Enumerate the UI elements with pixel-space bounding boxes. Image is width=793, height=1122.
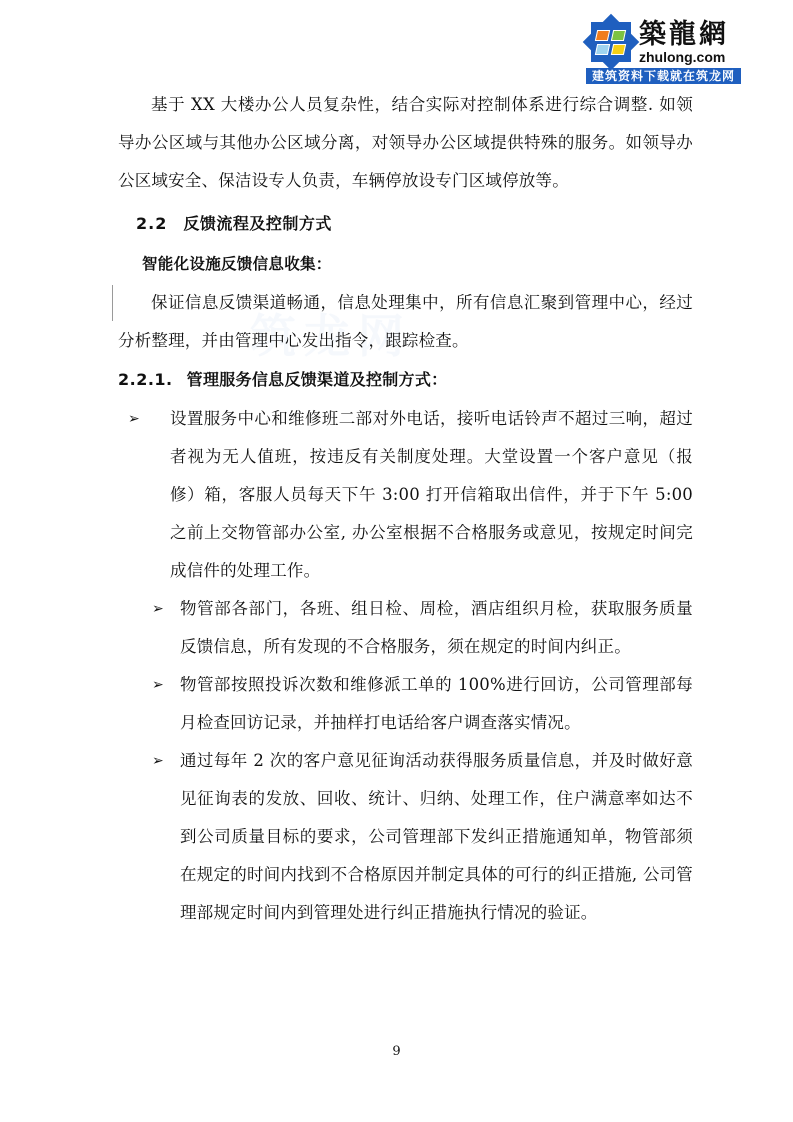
list-item-text: 通过每年 2 次的客户意见征询活动获得服务质量信息，并及时做好意见征询表的发放、回收、统计、归纳、处理工作，住户满意率如达不到公司质量目标的要求，公司管理部下发纠正措施通知单，物管部须在规定的时间内找到不合格原因并制定具体的可行的纠正措施, 公司管理部规定时间内到管理处进行纠正措施执行情况的验证。 bbox=[180, 751, 693, 922]
section-title: 反馈流程及控制方式 bbox=[183, 214, 332, 233]
subsection-title: 管理服务信息反馈渠道及控制方式： bbox=[186, 370, 448, 389]
logo-tile-lightblue bbox=[595, 44, 610, 55]
logo-brand-en: zhulong.com bbox=[639, 48, 726, 65]
section-heading bbox=[118, 204, 693, 244]
list-item bbox=[118, 742, 693, 932]
body-paragraph: 保证信息反馈渠道畅通，信息处理集中，所有信息汇聚到管理中心，经过分析整理，并由管理中心发出指令，跟踪检查。 bbox=[118, 293, 693, 350]
logo-main-row bbox=[586, 18, 746, 66]
page-number: 9 bbox=[392, 1044, 401, 1059]
logo-diamond-icon bbox=[586, 18, 636, 66]
list-item bbox=[118, 590, 693, 666]
list-item-text: 设置服务中心和维修班二部对外电话，接听电话铃声不超过三响，超过者视为无人值班，按违反有关制度处理。大堂设置一个客户意见（报修）箱，客服人员每天下午 3:00 打开信箱取出信件，并于下午 5:00 之前上交物管部办公室, 办公室根据不合格服务或意见，按规定时间完成信件的处理工作。 bbox=[170, 409, 693, 580]
margin-change-bar bbox=[112, 285, 113, 321]
subsection-number: 2.2.1. bbox=[118, 370, 173, 389]
bullet-arrow-icon: ➢ bbox=[152, 601, 164, 617]
bullet-list bbox=[118, 400, 693, 932]
document-content bbox=[118, 86, 693, 932]
logo-banner-text: 建筑资料下载就在筑龙网 bbox=[586, 68, 741, 84]
bullet-arrow-icon: ➢ bbox=[152, 753, 164, 769]
list-item-text: 物管部按照投诉次数和维修派工单的 100%进行回访，公司管理部每月检查回访记录，并抽样打电话给客户调查落实情况。 bbox=[180, 675, 693, 732]
bullet-arrow-icon: ➢ bbox=[152, 677, 164, 693]
list-item bbox=[118, 400, 693, 590]
logo-tile-orange bbox=[595, 30, 610, 41]
logo-brand-cn: 築龍網 bbox=[639, 18, 729, 50]
section-number: 2.2 bbox=[136, 214, 168, 233]
list-item-text: 物管部各部门，各班、组日检、周检，酒店组织月检，获取服务质量反馈信息，所有发现的不合格服务，须在规定的时间内纠正。 bbox=[180, 599, 693, 656]
subheading: 智能化设施反馈信息收集： bbox=[142, 255, 332, 273]
logo-tile-green bbox=[611, 30, 626, 41]
zhulong-logo bbox=[586, 18, 746, 84]
logo-tile-yellow bbox=[611, 44, 626, 55]
opening-paragraph: 基于 XX 大楼办公人员复杂性，结合实际对控制体系进行综合调整. 如领导办公区域与其他办公区域分离，对领导办公区域提供特殊的服务。如领导办公区域安全、保洁设专人负责，车辆停放设专门区域停放等。 bbox=[118, 95, 693, 190]
logo-wordmark bbox=[639, 18, 729, 65]
subsection-heading bbox=[118, 360, 693, 400]
list-item bbox=[118, 666, 693, 742]
bullet-arrow-icon: ➢ bbox=[128, 411, 140, 427]
